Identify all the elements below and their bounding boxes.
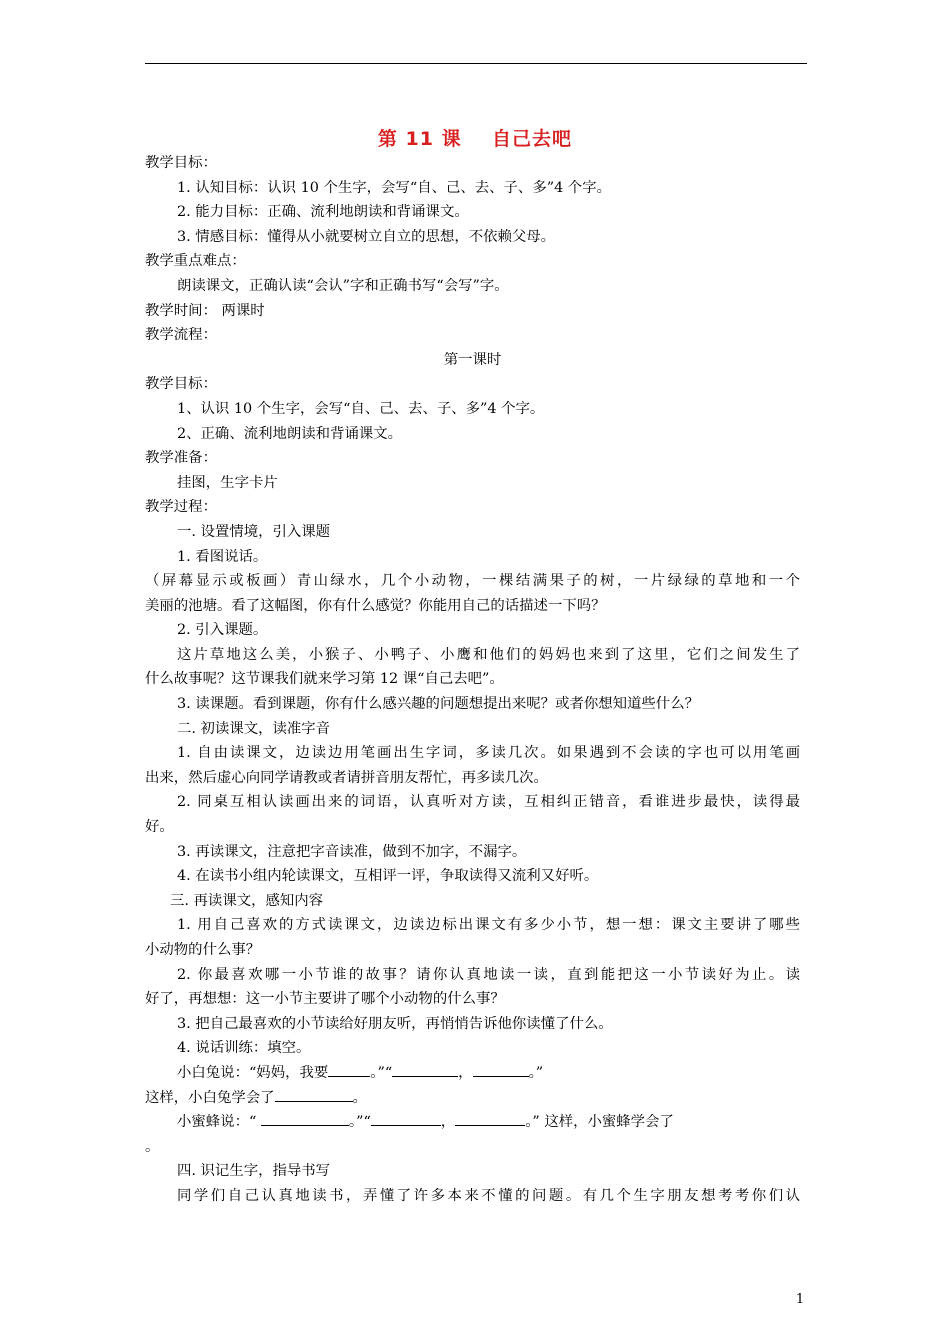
- fill-blank-rabbit: 小白兔说：“妈妈，我要 。”“ ， 。”: [145, 1061, 800, 1086]
- text-line: 1. 自由读课文，边读边用笔画出生字词，多读几次。如果遇到不会读的字也可以用笔画: [177, 745, 800, 762]
- text-line: 二. 初读课文，读准字音: [177, 720, 331, 737]
- answer-blank: [455, 1111, 525, 1126]
- text-line: 3. 读课题。看到课题，你有什么感兴趣的问题想提出来呢？或者你想知道些什么？: [177, 696, 699, 713]
- text-line: 小动物的什么事？: [145, 942, 261, 958]
- lesson-plan-body-continued: [145, 1159, 800, 1208]
- text-line: （屏幕显示或板画）青山绿水，几个小动物，一棵结满果子的树，一片绿绿的草地和一个: [145, 573, 800, 590]
- answer-blank: [473, 1062, 529, 1077]
- lesson-plan-body: [145, 151, 800, 1061]
- text-line: 挂图，生字卡片: [177, 474, 278, 491]
- text-line: 教学准备：: [145, 450, 217, 467]
- text-line: 教学流程：: [145, 327, 217, 344]
- text-line: 3. 再读课文，注意把字音读准，做到不加字，不漏字。: [177, 843, 527, 860]
- text-line: 1. 用自己喜欢的方式读课文，边读边标出课文有多少小节，想一想：课文主要讲了哪些: [177, 917, 800, 934]
- fill-blank-bee-end: 。: [145, 1138, 160, 1155]
- text-line: 教学目标：: [145, 155, 217, 171]
- text-line: 3. 把自己最喜欢的小节读给好朋友听，再悄悄告诉他你读懂了什么。: [177, 1015, 613, 1032]
- text-line: 1. 看图说话。: [177, 548, 268, 565]
- fill-blank-bee: 小蜜蜂说：“ 。”“ ， 。” 这样，小蜜蜂学会了: [145, 1110, 800, 1135]
- text-line: 出来，然后虚心向同学请教或者请拼音朋友帮忙，再多读几次。: [145, 769, 548, 786]
- text-line: 朗读课文，正确认读“会认”字和正确书写“会写”字。: [177, 277, 509, 294]
- answer-blank: [328, 1062, 370, 1077]
- text-line: 2、正确、流利地朗读和背诵课文。: [177, 425, 403, 442]
- text-line: 同学们自己认真地读书，弄懂了许多本来不懂的问题。有几个生字朋友想考考你们认: [177, 1187, 800, 1204]
- lesson-content: [145, 151, 800, 1209]
- text-line: 四. 识记生字，指导书写: [177, 1163, 331, 1180]
- text-line: 教学时间： 两课时: [145, 302, 265, 319]
- text-line: 3. 情感目标：懂得从小就要树立自立的思想，不依赖父母。: [177, 228, 556, 245]
- text-line: 这片草地这么美，小猴子、小鸭子、小鹰和他们的妈妈也来到了这里，它们之间发生了: [177, 646, 800, 663]
- text-line: 三. 再读课文，感知内容: [170, 892, 324, 909]
- page-number: 1: [795, 1292, 805, 1307]
- text-line: 好了，再想想：这一小节主要讲了哪个小动物的什么事？: [145, 991, 505, 1008]
- answer-blank: [392, 1062, 458, 1077]
- text-line: 教学重点难点：: [145, 253, 246, 270]
- lesson-title: 第 11 课 自己去吧: [377, 128, 573, 150]
- text-line: 1. 认知目标：认识 10 个生字，会写“自、己、去、子、多”4 个字。: [177, 179, 611, 196]
- text-line: 一. 设置情境，引入课题: [177, 523, 331, 540]
- fill-blank-rabbit-learned: 这样，小白兔学会了 。: [145, 1086, 800, 1111]
- text-line: 教学目标：: [145, 376, 217, 393]
- text-line: 4. 在读书小组内轮读课文，互相评一评，争取读得又流利又好听。: [177, 868, 599, 885]
- text-line: 第一课时: [443, 351, 502, 368]
- text-line: 什么故事呢？这节课我们就来学习第 12 课“自己去吧”。: [145, 671, 504, 688]
- header-rule: [145, 63, 807, 64]
- answer-blank: [261, 1111, 349, 1126]
- text-line: 好。: [145, 819, 174, 836]
- text-line: 2. 你最喜欢哪一小节谁的故事？请你认真地读一读，直到能把这一小节读好为止。读: [177, 966, 800, 983]
- text-line: 2. 引入课题。: [177, 622, 268, 639]
- text-line: 美丽的池塘。看了这幅图，你有什么感觉？你能用自己的话描述一下吗？: [145, 597, 606, 614]
- text-line: 教学过程：: [145, 499, 217, 516]
- text-line: 1、认识 10 个生字，会写“自、己、去、子、多”4 个字。: [177, 400, 545, 417]
- text-line: 4. 说话训练：填空。: [177, 1040, 311, 1057]
- text-line: 2. 能力目标：正确、流利地朗读和背诵课文。: [177, 204, 469, 221]
- text-line: 2. 同桌互相认读画出来的词语，认真听对方读，互相纠正错音，看谁进步最快，读得最: [177, 794, 800, 811]
- answer-blank: [371, 1111, 441, 1126]
- answer-blank: [275, 1087, 353, 1102]
